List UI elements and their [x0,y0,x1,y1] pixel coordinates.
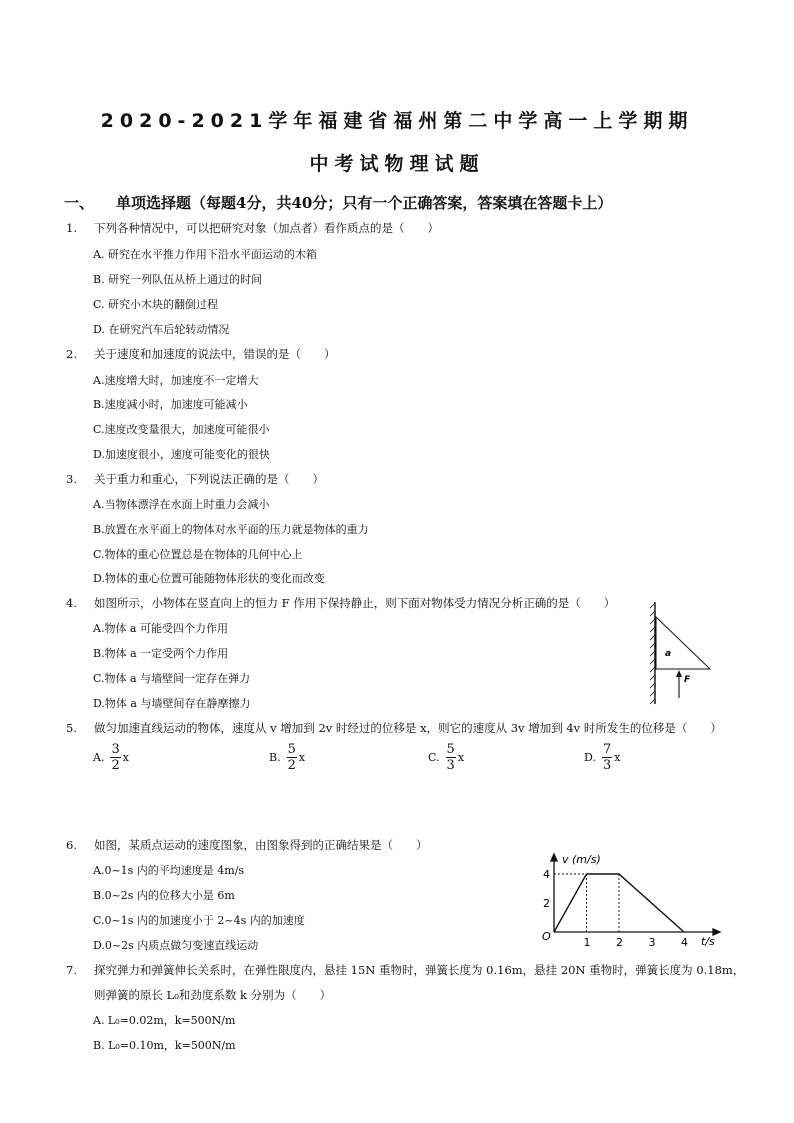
exam-title-line2: 中考试物理试题 [309,153,485,175]
denominator: 2 [287,758,296,773]
q1-option-b[interactable]: B. 研究一列队伍从桥上通过的时间 [93,273,263,286]
q2-option-a[interactable]: A.速度增大时，加速度不一定增大 [93,374,259,387]
fraction [602,742,612,773]
x-tick-label: 3 [648,936,656,949]
q6-option-b[interactable]: B.0~2s 内的位移大小是 6m [93,889,235,902]
question-2 [66,346,336,362]
q6-option-d[interactable]: D.0~2s 内质点做匀变速直线运动 [93,939,259,952]
question-number: 2. [66,347,77,361]
x-tick-label: 2 [616,936,623,949]
q6-option-c[interactable]: C.0~1s 内的加速度小于 2~4s 内的加速度 [93,914,305,927]
variable: x [298,751,306,764]
variable: x [122,751,129,764]
option-label: A. [93,751,105,764]
q5-option-c[interactable] [428,742,464,773]
question-7-continued: 则弹簧的原长 L₀和劲度系数 k 分别为（ ） [94,988,332,1002]
q2-option-c[interactable]: C.速度改变量很大，加速度可能很小 [93,423,270,436]
question-text: 做匀加速直线运动的物体，速度从 v 增加到 2v 时经过的位移是 x，则它的速度从 3v 增加到 4v 时所发生的位移是（ ） [94,721,722,735]
q6-option-a[interactable]: A.0~1s 内的平均速度是 4m/s [93,864,245,877]
option-label: B. [269,751,281,764]
q3-option-b[interactable]: B.放置在水平面上的物体对水平面的压力就是物体的重力 [93,523,369,536]
option-label: D. [584,751,596,764]
x-tick-label: 4 [681,936,688,949]
q4-option-a[interactable]: A.物体 a 可能受四个力作用 [93,622,228,635]
q5-option-d[interactable] [584,742,620,773]
question-number: 7. [66,963,77,977]
velocity-time-graph [538,848,728,950]
q4-option-d[interactable]: D.物体 a 与墙壁间存在静摩擦力 [93,697,251,710]
question-7 [66,962,744,978]
y-tick-label: 2 [543,897,550,910]
numerator: 5 [446,742,455,757]
q5-option-a[interactable] [93,742,129,773]
question-text: 如图，某质点运动的速度图象，由图象得到的正确结果是（ ） [94,838,428,852]
axes [551,854,720,935]
question-number: 3. [66,472,77,486]
question-5 [66,720,722,736]
question-number: 4. [66,596,77,610]
q1-option-d[interactable]: D. 在研究汽车后轮转动情况 [93,323,230,336]
question-3 [66,471,324,487]
q3-option-d[interactable]: D.物体的重心位置可能随物体形状的变化而改变 [93,572,325,585]
denominator: 3 [602,758,612,773]
numerator: 7 [602,742,612,757]
q1-option-c[interactable]: C. 研究小木块的翻倒过程 [93,298,219,311]
question-text: 下列各种情况中，可以把研究对象（加点者）看作质点的是（ ） [94,221,439,235]
q7-option-b[interactable]: B. L₀=0.10m，k=500N/m [93,1039,236,1052]
x-tick-label: 1 [583,936,591,949]
denominator: 3 [446,758,455,773]
variable: x [614,751,621,764]
variable: x [457,751,465,764]
q2-option-d[interactable]: D.加速度很小，速度可能变化的很快 [93,448,270,461]
numerator: 5 [287,742,296,757]
question-1 [66,220,439,236]
question-4 [66,595,615,611]
block-label: a [665,649,672,659]
exam-title-line1: 2020-2021学年福建省福州第二中学高一上学期期 [100,110,694,132]
q1-option-a[interactable]: A. 研究在水平推力作用下沿水平面运动的木箱 [93,248,317,261]
y-axis-label: v (m/s) [562,853,601,866]
section-heading [64,192,612,213]
question-text: 关于速度和加速度的说法中，错误的是（ ） [94,347,336,361]
figure-wall-block [648,600,718,708]
denominator: 2 [111,758,120,773]
q2-option-b[interactable]: B.速度减小时，加速度可能减小 [93,398,248,411]
tick-labels [543,868,688,949]
q4-option-b[interactable]: B.物体 a 一定受两个力作用 [93,647,229,660]
question-number: 5. [66,721,77,735]
q7-option-a[interactable]: A. L₀=0.02m，k=500N/m [93,1014,236,1027]
x-axis-label: t/s [701,935,715,948]
wall-hatching [650,602,655,704]
fraction [110,742,120,773]
section-number: 一、 [64,194,95,212]
question-text: 探究弹力和弹簧伸长关系时，在弹性限度内，悬挂 15N 重物时，弹簧长度为 0.16m，悬挂 20N 重物时，弹簧长度为 0.18m， [94,963,745,977]
fraction [446,742,456,773]
triangular-block [656,617,710,669]
numerator: 3 [111,742,120,757]
q4-option-c[interactable]: C.物体 a 与墙壁间一定存在弹力 [93,672,251,685]
fraction [287,742,297,773]
origin-label: O [542,930,551,943]
force-label: F [684,675,691,685]
q5-option-b[interactable] [269,742,305,773]
force-arrow [676,670,682,698]
section-title: 单项选择题（每题4分，共40分；只有一个正确答案，答案填在答题卡上） [116,194,613,212]
question-6 [66,837,428,853]
q3-option-c[interactable]: C.物体的重心位置总是在物体的几何中心上 [93,548,303,561]
question-number: 6. [66,838,77,852]
q3-option-a[interactable]: A.当物体漂浮在水面上时重力会减小 [93,498,270,511]
question-number: 1. [66,221,77,235]
y-tick-label: 4 [543,868,550,881]
option-label: C. [428,751,440,764]
question-text: 如图所示，小物体在竖直向上的恒力 F 作用下保持静止，则下面对物体受力情况分析正确的是（ ） [94,596,616,610]
dashed-guides [554,874,619,932]
question-text: 关于重力和重心，下列说法正确的是（ ） [94,472,324,486]
